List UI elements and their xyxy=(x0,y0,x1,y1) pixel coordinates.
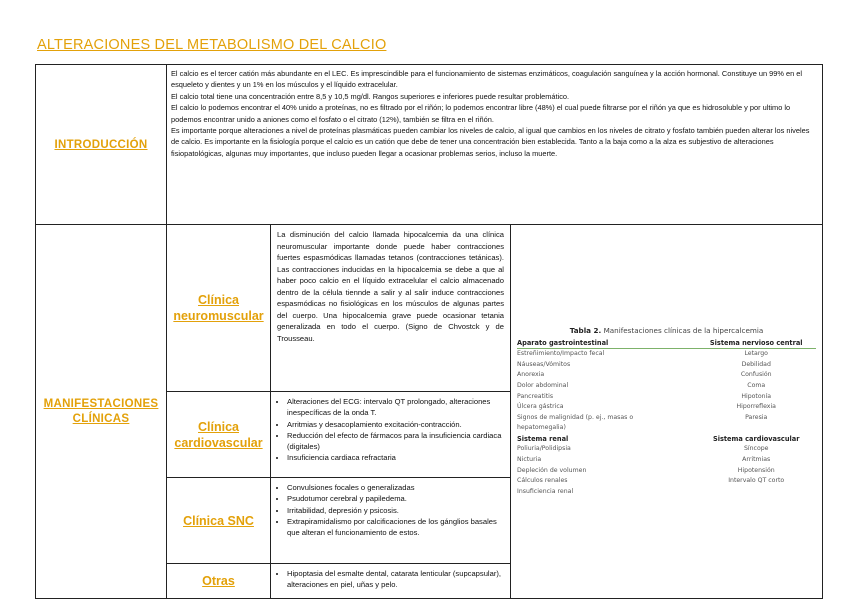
subsection-label-otras: Otras xyxy=(167,564,271,599)
figure-item: Cálculos renales xyxy=(517,477,568,485)
figure-item: Dolor abdominal xyxy=(517,381,569,389)
figure-item xyxy=(696,423,816,434)
hipercalcemia-figure xyxy=(517,326,816,498)
figure-item: Hipotensión xyxy=(737,466,775,474)
figure-item: Signos de malignidad (p. ej., masas o xyxy=(517,413,634,421)
page-title: ALTERACIONES DEL METABOLISMO DEL CALCIO xyxy=(37,37,387,53)
list-item: • Hipoptasia del esmalte dental, catarata lenticular (supcapsular), alteraciones en piel, uñas y pelo. xyxy=(287,568,504,591)
neuromuscular-text: La disminución del calcio llamada hipocalcemia da una clínica neuromuscular importante donde puede haber contracciones fuertes espasmódicas llamadas tetanos (contracciones tetánicas). Las contracciones inducidas en la hipocalcemia se debe a que al haber poco calcio en el líquido extracelular el calcio almacenado dentro de la célula tiennde a salir y al salir induce contracciones espasmódicas no fisiológicas en los músculos de algunas partes del cuerpo. Una hipocalcemia grave puede ocasionar tetania generalizada en todo el cuerpo. (Signo de Chvostck y de Trousseau. xyxy=(271,225,511,392)
figure-caption-text: Manifestaciones clínicas de la hipercalcemia xyxy=(603,325,764,335)
list-item: • Psudotumor cerebral y papiledema. xyxy=(287,493,504,504)
figure-item: Náuseas/Vómitos xyxy=(517,360,571,368)
cardiovascular-list xyxy=(271,392,510,466)
figure-item: Depleción de volumen xyxy=(517,466,587,474)
otras-list xyxy=(271,564,510,593)
figure-item: Insuficiencia renal xyxy=(517,487,574,495)
figure-item: Intervalo QT corto xyxy=(728,477,785,485)
figure-item: Nicturia xyxy=(517,456,542,464)
intro-paragraph: El calcio lo podemos encontrar el 40% unido a proteínas, no es filtrado por el riñón; lo podemos encontrar libre (48%) el cual puede filtrarse por el riñón ya que es hidrosoluble y por ultimo lo podemos encontrar unido a aniones como el fosfato o el citrato (12%), también se filtra en el riñón. xyxy=(171,103,791,124)
otras-cell xyxy=(271,564,511,599)
figure-item: Estreñimiento/Impacto fecal xyxy=(517,350,605,358)
intro-paragraph: El calcio es el tercer catión más abundante en el LEC. Es imprescindible para el funcionamiento de sistemas enzimáticos, coagulación sanguínea y la acción hormonal. Constituye un 99% en el esqueleto y dientes y un 1% en los músculos y el líquido extracelular. xyxy=(171,69,803,90)
subsection-label-cardiovascular: Clínica cardiovascular xyxy=(167,392,271,478)
figure-item: Pancreatitis xyxy=(517,392,554,400)
list-item: • Convulsiones focales o generalizadas xyxy=(287,482,504,493)
figure-item xyxy=(696,487,816,498)
figure-item: Úlcera gástrica xyxy=(517,403,564,411)
figure-item: Síncope xyxy=(743,445,769,453)
figure-item: Paresia xyxy=(745,413,768,421)
figure-item: Letargo xyxy=(744,350,768,358)
section-label-introduccion: INTRODUCCIÓN xyxy=(36,65,167,225)
section-label-manifestaciones: MANIFESTACIONES CLÍNICAS xyxy=(36,225,167,599)
figure-group-header: Aparato gastrointestinal xyxy=(517,338,696,349)
list-item: • Irritabilidad, depresión y psicosis. xyxy=(287,505,504,516)
snc-cell xyxy=(271,478,511,564)
figure-caption xyxy=(517,326,816,335)
figure-group-header: Sistema nervioso central xyxy=(696,338,816,349)
figure-item: Debilidad xyxy=(741,360,771,368)
cardiovascular-cell xyxy=(271,392,511,478)
figure-item: Coma xyxy=(747,381,766,389)
list-item: • Reducción del efecto de fármacos para la insuficiencia cardiaca (digitales) xyxy=(287,430,504,453)
figure-item: Anorexia xyxy=(517,371,545,379)
figure-item: Arritmias xyxy=(742,456,771,464)
list-item: • Alteraciones del ECG: intervalo QT prolongado, alteraciones inespecíficas de la onda T. xyxy=(287,396,504,419)
figure-caption-label: Tabla 2. xyxy=(569,325,602,335)
list-item: • Insuficiencia cardiaca refractaria xyxy=(287,452,504,463)
list-item: • Arritmias y desacoplamiento excitación-contracción. xyxy=(287,419,504,430)
figure-item: Hipotonía xyxy=(741,392,772,400)
intro-paragraph: Es importante porque alteraciones a nivel de proteínas plasmáticas pueden cambiar los niveles de calcio, al igual que cambios en los niveles de citrato y fosfato también pueden alterar los niveles de calcio. Es importante en la fisiología porque el calcio es un catión que debe de tener una concentración bien establecida. Tanto a la baja como a la alza es subjestivo de alteraciones fisiopatológicas, algunas muy importantes, que incluso pueden llegar a ocasionar problemas serios, incluso la muerte. xyxy=(171,126,810,158)
figure-group-header: Sistema cardiovascular xyxy=(712,434,800,443)
figure-table xyxy=(517,338,816,498)
figure-item: Hiporreflexia xyxy=(736,403,776,411)
figure-item: Confusión xyxy=(740,371,772,379)
list-item: • Extrapiramidalismo por calcificaciones de los gánglios basales que alteran el funcionamiento de estos. xyxy=(287,516,504,539)
figure-item: hepatomegalia) xyxy=(517,424,566,432)
intro-paragraph: El calcio total tiene una concentración entre 8,5 y 10,5 mg/dl. Rangos superiores e inferiores puede resultar problemático. xyxy=(171,91,570,101)
subsection-label-snc: Clínica SNC xyxy=(167,478,271,564)
subsection-label-neuromuscular: Clínica neuromuscular xyxy=(167,225,271,392)
figure-group-header: Sistema renal xyxy=(517,434,569,443)
figure-item: Poliuria/Polidipsia xyxy=(517,445,571,453)
intro-text xyxy=(167,65,823,225)
main-table xyxy=(35,64,823,599)
figure-cell xyxy=(511,225,823,599)
snc-list xyxy=(271,478,510,540)
